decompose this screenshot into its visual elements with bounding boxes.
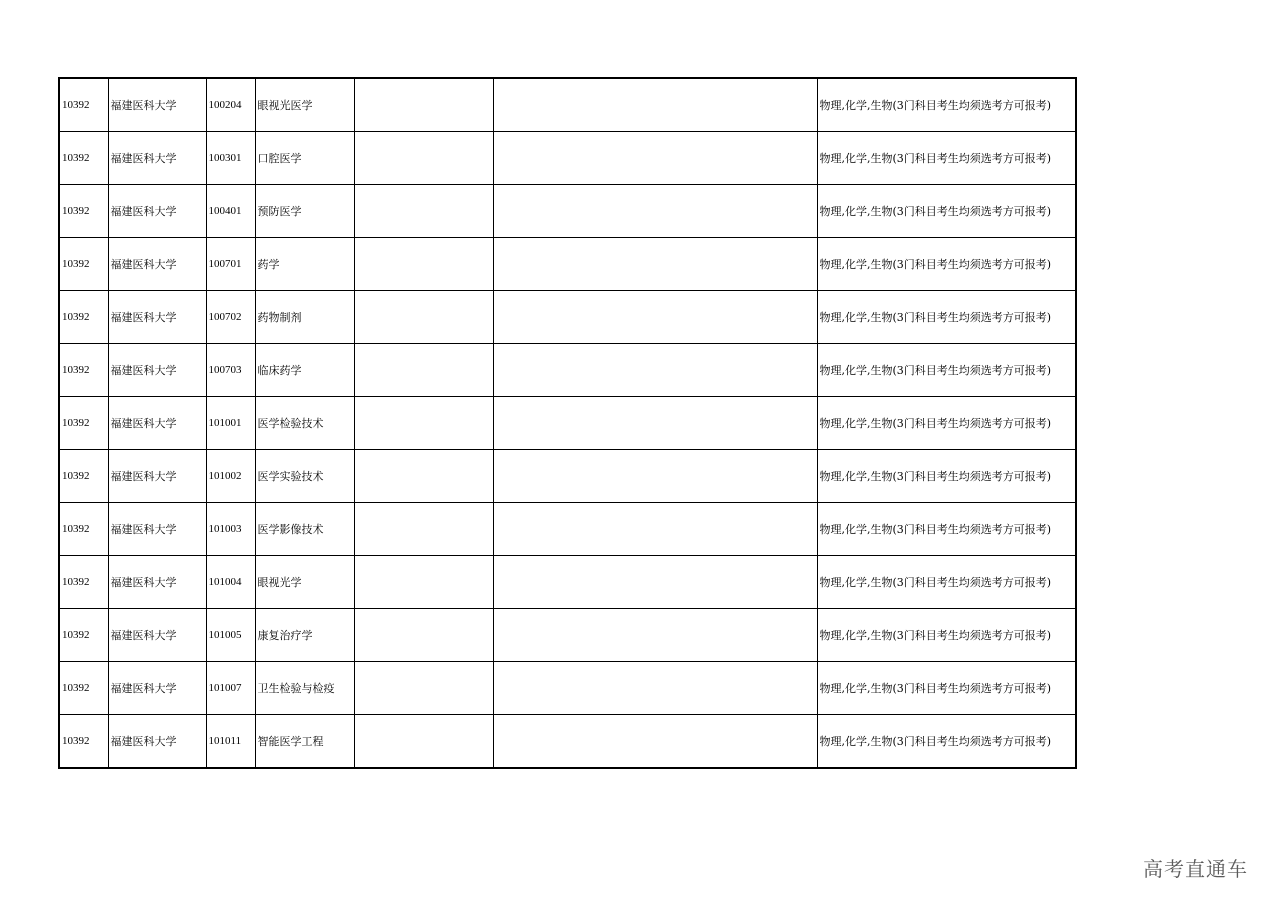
blank-cell: [354, 609, 493, 662]
subject-requirement-cell: 物理,化学,生物(3门科目考生均须选考方可报考): [817, 715, 1076, 769]
school-name-cell: 福建医科大学: [108, 185, 206, 238]
blank-cell: [493, 397, 817, 450]
major-name-cell: 康复治疗学: [255, 609, 354, 662]
major-code-cell: 101003: [206, 503, 255, 556]
blank-cell: [354, 662, 493, 715]
major-code-cell: 101002: [206, 450, 255, 503]
major-code-cell: 100401: [206, 185, 255, 238]
blank-cell: [354, 715, 493, 769]
major-name-cell: 眼视光医学: [255, 78, 354, 132]
school-code-cell: 10392: [59, 715, 108, 769]
school-name-cell: 福建医科大学: [108, 397, 206, 450]
blank-cell: [354, 503, 493, 556]
school-code-cell: 10392: [59, 556, 108, 609]
school-name-cell: 福建医科大学: [108, 238, 206, 291]
blank-cell: [354, 132, 493, 185]
school-code-cell: 10392: [59, 503, 108, 556]
blank-cell: [493, 715, 817, 769]
blank-cell: [493, 132, 817, 185]
major-name-cell: 药学: [255, 238, 354, 291]
subject-requirement-cell: 物理,化学,生物(3门科目考生均须选考方可报考): [817, 503, 1076, 556]
subject-requirement-cell: 物理,化学,生物(3门科目考生均须选考方可报考): [817, 609, 1076, 662]
major-code-cell: 101005: [206, 609, 255, 662]
school-code-cell: 10392: [59, 609, 108, 662]
major-name-cell: 临床药学: [255, 344, 354, 397]
blank-cell: [354, 344, 493, 397]
school-name-cell: 福建医科大学: [108, 132, 206, 185]
blank-cell: [354, 556, 493, 609]
school-code-cell: 10392: [59, 78, 108, 132]
subject-requirement-cell: 物理,化学,生物(3门科目考生均须选考方可报考): [817, 291, 1076, 344]
school-code-cell: 10392: [59, 185, 108, 238]
school-code-cell: 10392: [59, 344, 108, 397]
subject-requirement-cell: 物理,化学,生物(3门科目考生均须选考方可报考): [817, 397, 1076, 450]
major-code-cell: 100301: [206, 132, 255, 185]
school-name-cell: 福建医科大学: [108, 78, 206, 132]
table-row: [59, 291, 1076, 344]
blank-cell: [354, 185, 493, 238]
blank-cell: [493, 503, 817, 556]
subject-requirement-cell: 物理,化学,生物(3门科目考生均须选考方可报考): [817, 238, 1076, 291]
table-row: [59, 238, 1076, 291]
school-name-cell: 福建医科大学: [108, 662, 206, 715]
school-name-cell: 福建医科大学: [108, 556, 206, 609]
school-name-cell: 福建医科大学: [108, 715, 206, 769]
table-row: [59, 397, 1076, 450]
major-name-cell: 药物制剂: [255, 291, 354, 344]
blank-cell: [493, 185, 817, 238]
major-name-cell: 医学实验技术: [255, 450, 354, 503]
school-name-cell: 福建医科大学: [108, 609, 206, 662]
school-code-cell: 10392: [59, 132, 108, 185]
table-row: [59, 450, 1076, 503]
major-code-cell: 100703: [206, 344, 255, 397]
admission-requirements-table: [58, 77, 1077, 769]
major-name-cell: 医学影像技术: [255, 503, 354, 556]
blank-cell: [354, 291, 493, 344]
major-name-cell: 卫生检验与检疫: [255, 662, 354, 715]
school-code-cell: 10392: [59, 397, 108, 450]
major-code-cell: 101001: [206, 397, 255, 450]
school-name-cell: 福建医科大学: [108, 291, 206, 344]
table-row: [59, 185, 1076, 238]
blank-cell: [493, 291, 817, 344]
blank-cell: [493, 344, 817, 397]
major-name-cell: 眼视光学: [255, 556, 354, 609]
school-code-cell: 10392: [59, 238, 108, 291]
subject-requirement-cell: 物理,化学,生物(3门科目考生均须选考方可报考): [817, 556, 1076, 609]
school-name-cell: 福建医科大学: [108, 450, 206, 503]
major-name-cell: 医学检验技术: [255, 397, 354, 450]
subject-requirement-cell: 物理,化学,生物(3门科目考生均须选考方可报考): [817, 662, 1076, 715]
blank-cell: [493, 450, 817, 503]
table-row: [59, 132, 1076, 185]
subject-requirement-cell: 物理,化学,生物(3门科目考生均须选考方可报考): [817, 344, 1076, 397]
blank-cell: [493, 609, 817, 662]
table-row: [59, 78, 1076, 132]
table-row: [59, 503, 1076, 556]
blank-cell: [354, 238, 493, 291]
subject-requirement-cell: 物理,化学,生物(3门科目考生均须选考方可报考): [817, 450, 1076, 503]
table-row: [59, 662, 1076, 715]
subject-requirement-cell: 物理,化学,生物(3门科目考生均须选考方可报考): [817, 132, 1076, 185]
table-row: [59, 556, 1076, 609]
school-code-cell: 10392: [59, 291, 108, 344]
document-table-container: [58, 77, 1077, 769]
major-code-cell: 100204: [206, 78, 255, 132]
major-code-cell: 100702: [206, 291, 255, 344]
major-name-cell: 预防医学: [255, 185, 354, 238]
subject-requirement-cell: 物理,化学,生物(3门科目考生均须选考方可报考): [817, 185, 1076, 238]
subject-requirement-cell: 物理,化学,生物(3门科目考生均须选考方可报考): [817, 78, 1076, 132]
school-code-cell: 10392: [59, 450, 108, 503]
major-name-cell: 智能医学工程: [255, 715, 354, 769]
table-row: [59, 344, 1076, 397]
table-row: [59, 715, 1076, 769]
major-code-cell: 100701: [206, 238, 255, 291]
school-name-cell: 福建医科大学: [108, 344, 206, 397]
table-row: [59, 609, 1076, 662]
school-code-cell: 10392: [59, 662, 108, 715]
watermark-text: 高考直通车: [1143, 857, 1248, 881]
blank-cell: [493, 78, 817, 132]
blank-cell: [493, 556, 817, 609]
major-name-cell: 口腔医学: [255, 132, 354, 185]
major-code-cell: 101007: [206, 662, 255, 715]
table-body: [59, 78, 1076, 768]
blank-cell: [354, 450, 493, 503]
blank-cell: [354, 78, 493, 132]
blank-cell: [493, 238, 817, 291]
major-code-cell: 101011: [206, 715, 255, 769]
major-code-cell: 101004: [206, 556, 255, 609]
school-name-cell: 福建医科大学: [108, 503, 206, 556]
blank-cell: [354, 397, 493, 450]
blank-cell: [493, 662, 817, 715]
